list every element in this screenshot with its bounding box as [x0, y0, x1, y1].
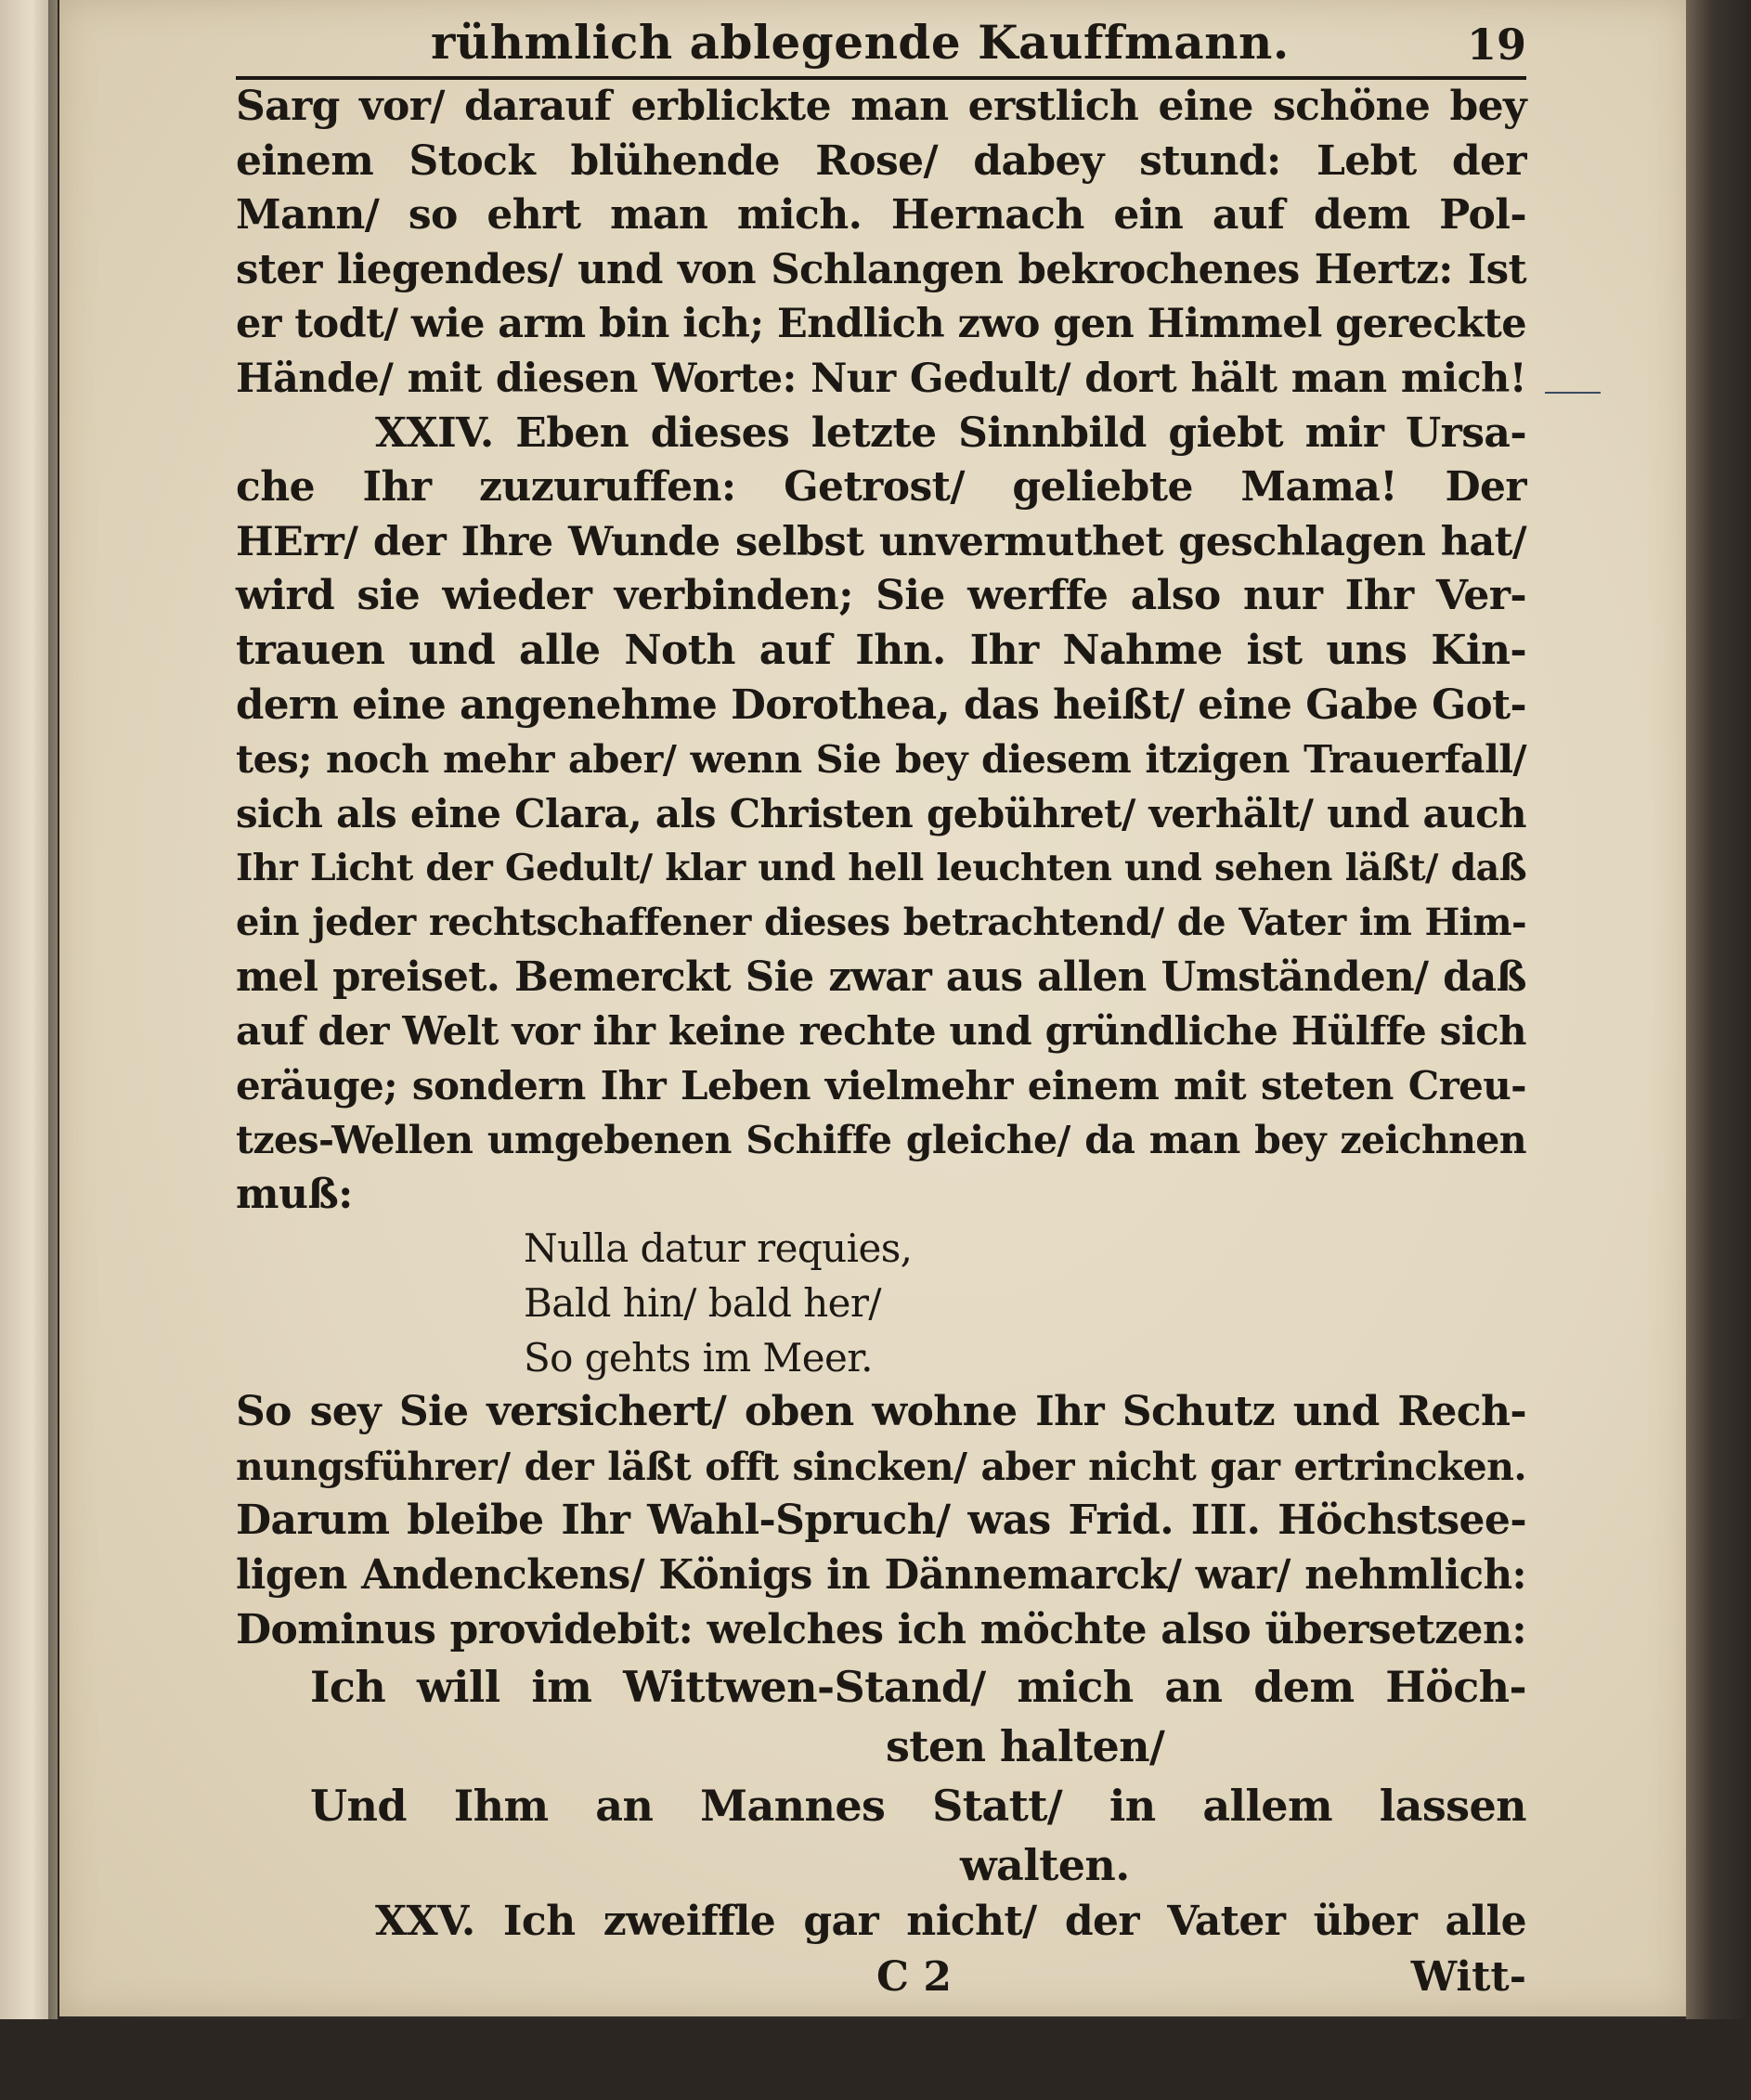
text-line: einem Stock blühende Rose/ dabey stund: Lebt der — [236, 136, 1526, 185]
poem-line: sten halten/ — [886, 1721, 1165, 1772]
section-start-line: XXIV. Eben dieses letzte Sinnbild giebt mir Ursa- — [375, 408, 1526, 457]
couplet-poem — [236, 1657, 1526, 1895]
text-line: dern eine angenehme Dorothea, das heißt/ eine Gabe Got- — [236, 681, 1526, 729]
text-line: ligen Andenckens/ Königs in Dännemarck/ war/ nehmlich: — [236, 1551, 1526, 1600]
text-line: Hände/ mit diesen Worte: Nur Gedult/ dort hält man mich! — [236, 355, 1526, 402]
text-block — [236, 13, 1526, 2005]
catchword: Witt- — [1410, 1952, 1526, 2001]
text-line: Dominus providebit: welches ich möchte also übersetzen: — [236, 1605, 1526, 1653]
verse-line: So gehts im Meer. — [524, 1334, 873, 1381]
text-line: ein jeder rechtschaffener dieses betrachtend/ de Vater im Him- — [236, 900, 1526, 944]
text-line: mel preiset. Bemerckt Sie zwar aus allen Umständen/ daß — [236, 953, 1526, 1001]
text-line: er todt/ wie arm bin ich; Endlich zwo gen Himmel gereckte — [236, 301, 1526, 348]
text-line: nungsführer/ der läßt offt sincken/ aber nicht gar ertrincken. — [236, 1444, 1526, 1489]
poem-line: walten. — [960, 1840, 1130, 1891]
verse-line: Nulla datur requies, — [524, 1225, 913, 1272]
text-line: Mann/ so ehrt man mich. Hernach ein auf dem Pol- — [236, 191, 1526, 240]
paragraph-second — [236, 1385, 1526, 1657]
text-line: So sey Sie versichert/ oben wohne Ihr Schutz und Rech- — [236, 1388, 1526, 1436]
text-line: tzes-Wellen umgebenen Schiffe gleiche/ da man bey zeichnen — [236, 1118, 1526, 1163]
text-line: wird sie wieder verbinden; Sie werffe also nur Ihr Ver- — [236, 572, 1526, 620]
text-line: sich als eine Clara, als Christen gebühret/ verhält/ und auch — [236, 790, 1526, 836]
text-line: HErr/ der Ihre Wunde selbst unvermuthet geschlagen hat/ — [236, 518, 1526, 565]
section-start-line: XXV. Ich zweiffle gar nicht/ der Vater über alle — [375, 1898, 1526, 1946]
book-page — [59, 0, 1686, 2016]
text-line: che Ihr zuzuruffen: Getrost/ geliebte Mama! Der — [236, 463, 1526, 512]
text-line: Darum bleibe Ihr Wahl-Spruch/ was Frid. III. Höchstsee- — [236, 1497, 1526, 1545]
text-line: tes; noch mehr aber/ wenn Sie bey diesem itzigen Trauerfall/ — [236, 736, 1526, 783]
text-line: auf der Welt vor ihr keine rechte und gründliche Hülffe sich — [236, 1008, 1526, 1055]
text-line: Ihr Licht der Gedult/ klar und hell leuchten und sehen läßt/ daß — [236, 847, 1526, 890]
bottom-strip — [0, 2019, 1751, 2100]
text-line: Sarg vor/ darauf erblickte man erstlich eine schöne bey — [236, 83, 1526, 130]
text-line: eräuge; sondern Ihr Leben vielmehr einem mit steten Creu- — [236, 1062, 1526, 1108]
text-line: ster liegendes/ und von Schlangen bekrochenes Hertz: Ist — [236, 245, 1526, 293]
page-footer — [236, 1950, 1526, 2005]
text-line: trauen und alle Noth auf Ihn. Ihr Nahme ist uns Kin- — [236, 626, 1526, 674]
page-right-edge — [1686, 0, 1751, 2100]
page-header — [236, 13, 1526, 80]
latin-verse — [236, 1222, 1526, 1385]
page-number: 19 — [1466, 19, 1526, 70]
paragraph-main — [236, 80, 1526, 1222]
text-line: muß: — [236, 1170, 353, 1218]
margin-pen-mark — [1545, 392, 1601, 394]
signature-mark: C 2 — [876, 1952, 952, 2001]
poem-line: Ich will im Wittwen-Stand/ mich an dem Höch- — [310, 1662, 1526, 1713]
running-head: rühmlich ablegende Kauffmann. — [431, 15, 1290, 70]
poem-line: Und Ihm an Mannes Statt/ in allem lassen — [310, 1781, 1526, 1832]
verse-line: Bald hin/ bald her/ — [524, 1280, 881, 1327]
